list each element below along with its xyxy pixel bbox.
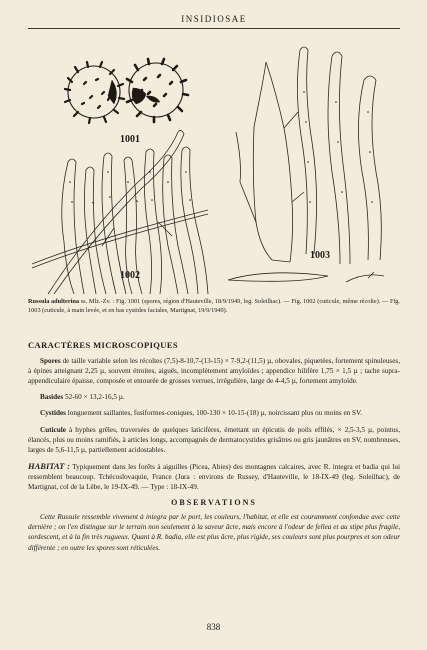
spore-drawing	[65, 59, 188, 123]
habitat-heading: HABITAT :	[28, 460, 70, 471]
caption-species: Russula adulterina	[28, 298, 80, 305]
basides-term: Basides	[40, 393, 64, 402]
running-header: INSIDIOSAE	[28, 12, 400, 29]
cuticule-text: à hyphes grêles, traversées de quelques laticifères, émettant un épicutis de poils effilés, × 2,5-3,5 µ, pointus, élancés, plus ou moins ramifiés, à articles longs, accompagnés de dermatocystides grisâtres ou gris jaunâtres en SV, nombreuses, larges de 5,6-11,5 µ, partiellement acidostables.	[28, 425, 400, 454]
page-number: 838	[206, 622, 221, 632]
cuticule-term: Cuticule	[40, 425, 66, 434]
epicutis-dots	[303, 91, 373, 203]
figure-caption	[28, 298, 400, 315]
observations-text: Cette Russule ressemble vivement à integra par le port, les couleurs, l'habitat, et elle est couramment confondue avec cette dernière ; on l'en distingue sur le terrain non seulement à la saveur âcre, mais encore à l'odeur de fellea et au stipe plus fragile, sordescent, et à la fin très rugueux. Quant à R. badia, elle est plus âcre, plus rigide, ses couleurs sont plus pourpres et son odeur différente ; en outre les spores sont réticulées.	[28, 513, 400, 552]
figure-plate	[28, 32, 400, 294]
observations-heading: OBSERVATIONS	[171, 498, 257, 508]
figure-label-1002: 1002	[120, 270, 140, 281]
figure-label-1003: 1003	[310, 250, 330, 261]
basides-text: 52-60 × 13,2-16,5 µ.	[63, 393, 125, 402]
caption-text: ss. Mlz.-Zv. : Fig. 1001 (spores, région d'Hauteville, 18/9/1949, leg. Soleilhac). — Fig. 1002 (cuticule, même récolte). — Fig. 1003 (cuticule, à main levée, et en bas cystides faciales, Martignat, 19/9/1949).	[28, 298, 401, 314]
microscopy-illustration	[28, 32, 400, 294]
cystides-term: Cystides	[40, 409, 66, 418]
spores-text: de taille variable selon les récoltes (7,5)-8-10,7-(13-15) × 7-9,2-(11,5) µ, obovales, piquetées, fortement spinuleuses, à épines atteignant 2,25 µ, souvent étroites, aiguës, incomplètement amyloïdes ; appendice hilifère 1,75 × 1,5 µ ; tache supra-appendiculaire épaisse, composée et entourée de grosses verrues, irrégulière, large de 4-4,5 µ, fortement amyloïde.	[28, 357, 400, 386]
cuticule-paragraph	[28, 425, 400, 455]
description-body	[28, 340, 400, 553]
epicutis-drawing	[228, 47, 384, 282]
habitat-text: Typiquement dans les forêts à aiguilles (Picea, Abies) des montagnes calcaires, avec R. integra et badia qui lui ressemblent beaucoup. Tchécoslovaquie, France (Jura : environs de Russey, d'Hauteville, le 18-IX-49 (leg. Soleilhac), de Martignat, col de la Lèbe, le 19-IX-49. — Type : 18-IX-49.	[28, 462, 400, 492]
spores-paragraph	[28, 356, 400, 386]
cystides-paragraph	[28, 408, 400, 418]
figure-label-1001: 1001	[120, 134, 140, 145]
basides-paragraph	[28, 392, 400, 402]
habitat-paragraph	[28, 461, 400, 492]
micro-heading: CARACTÈRES MICROSCOPIQUES	[28, 340, 179, 350]
spores-term: Spores	[40, 357, 61, 366]
cystides-text: longuement saillantes, fusiformes-coniques, 100-130 × 10-15-(18) µ, noircissant plus ou moins en SV.	[65, 409, 363, 418]
